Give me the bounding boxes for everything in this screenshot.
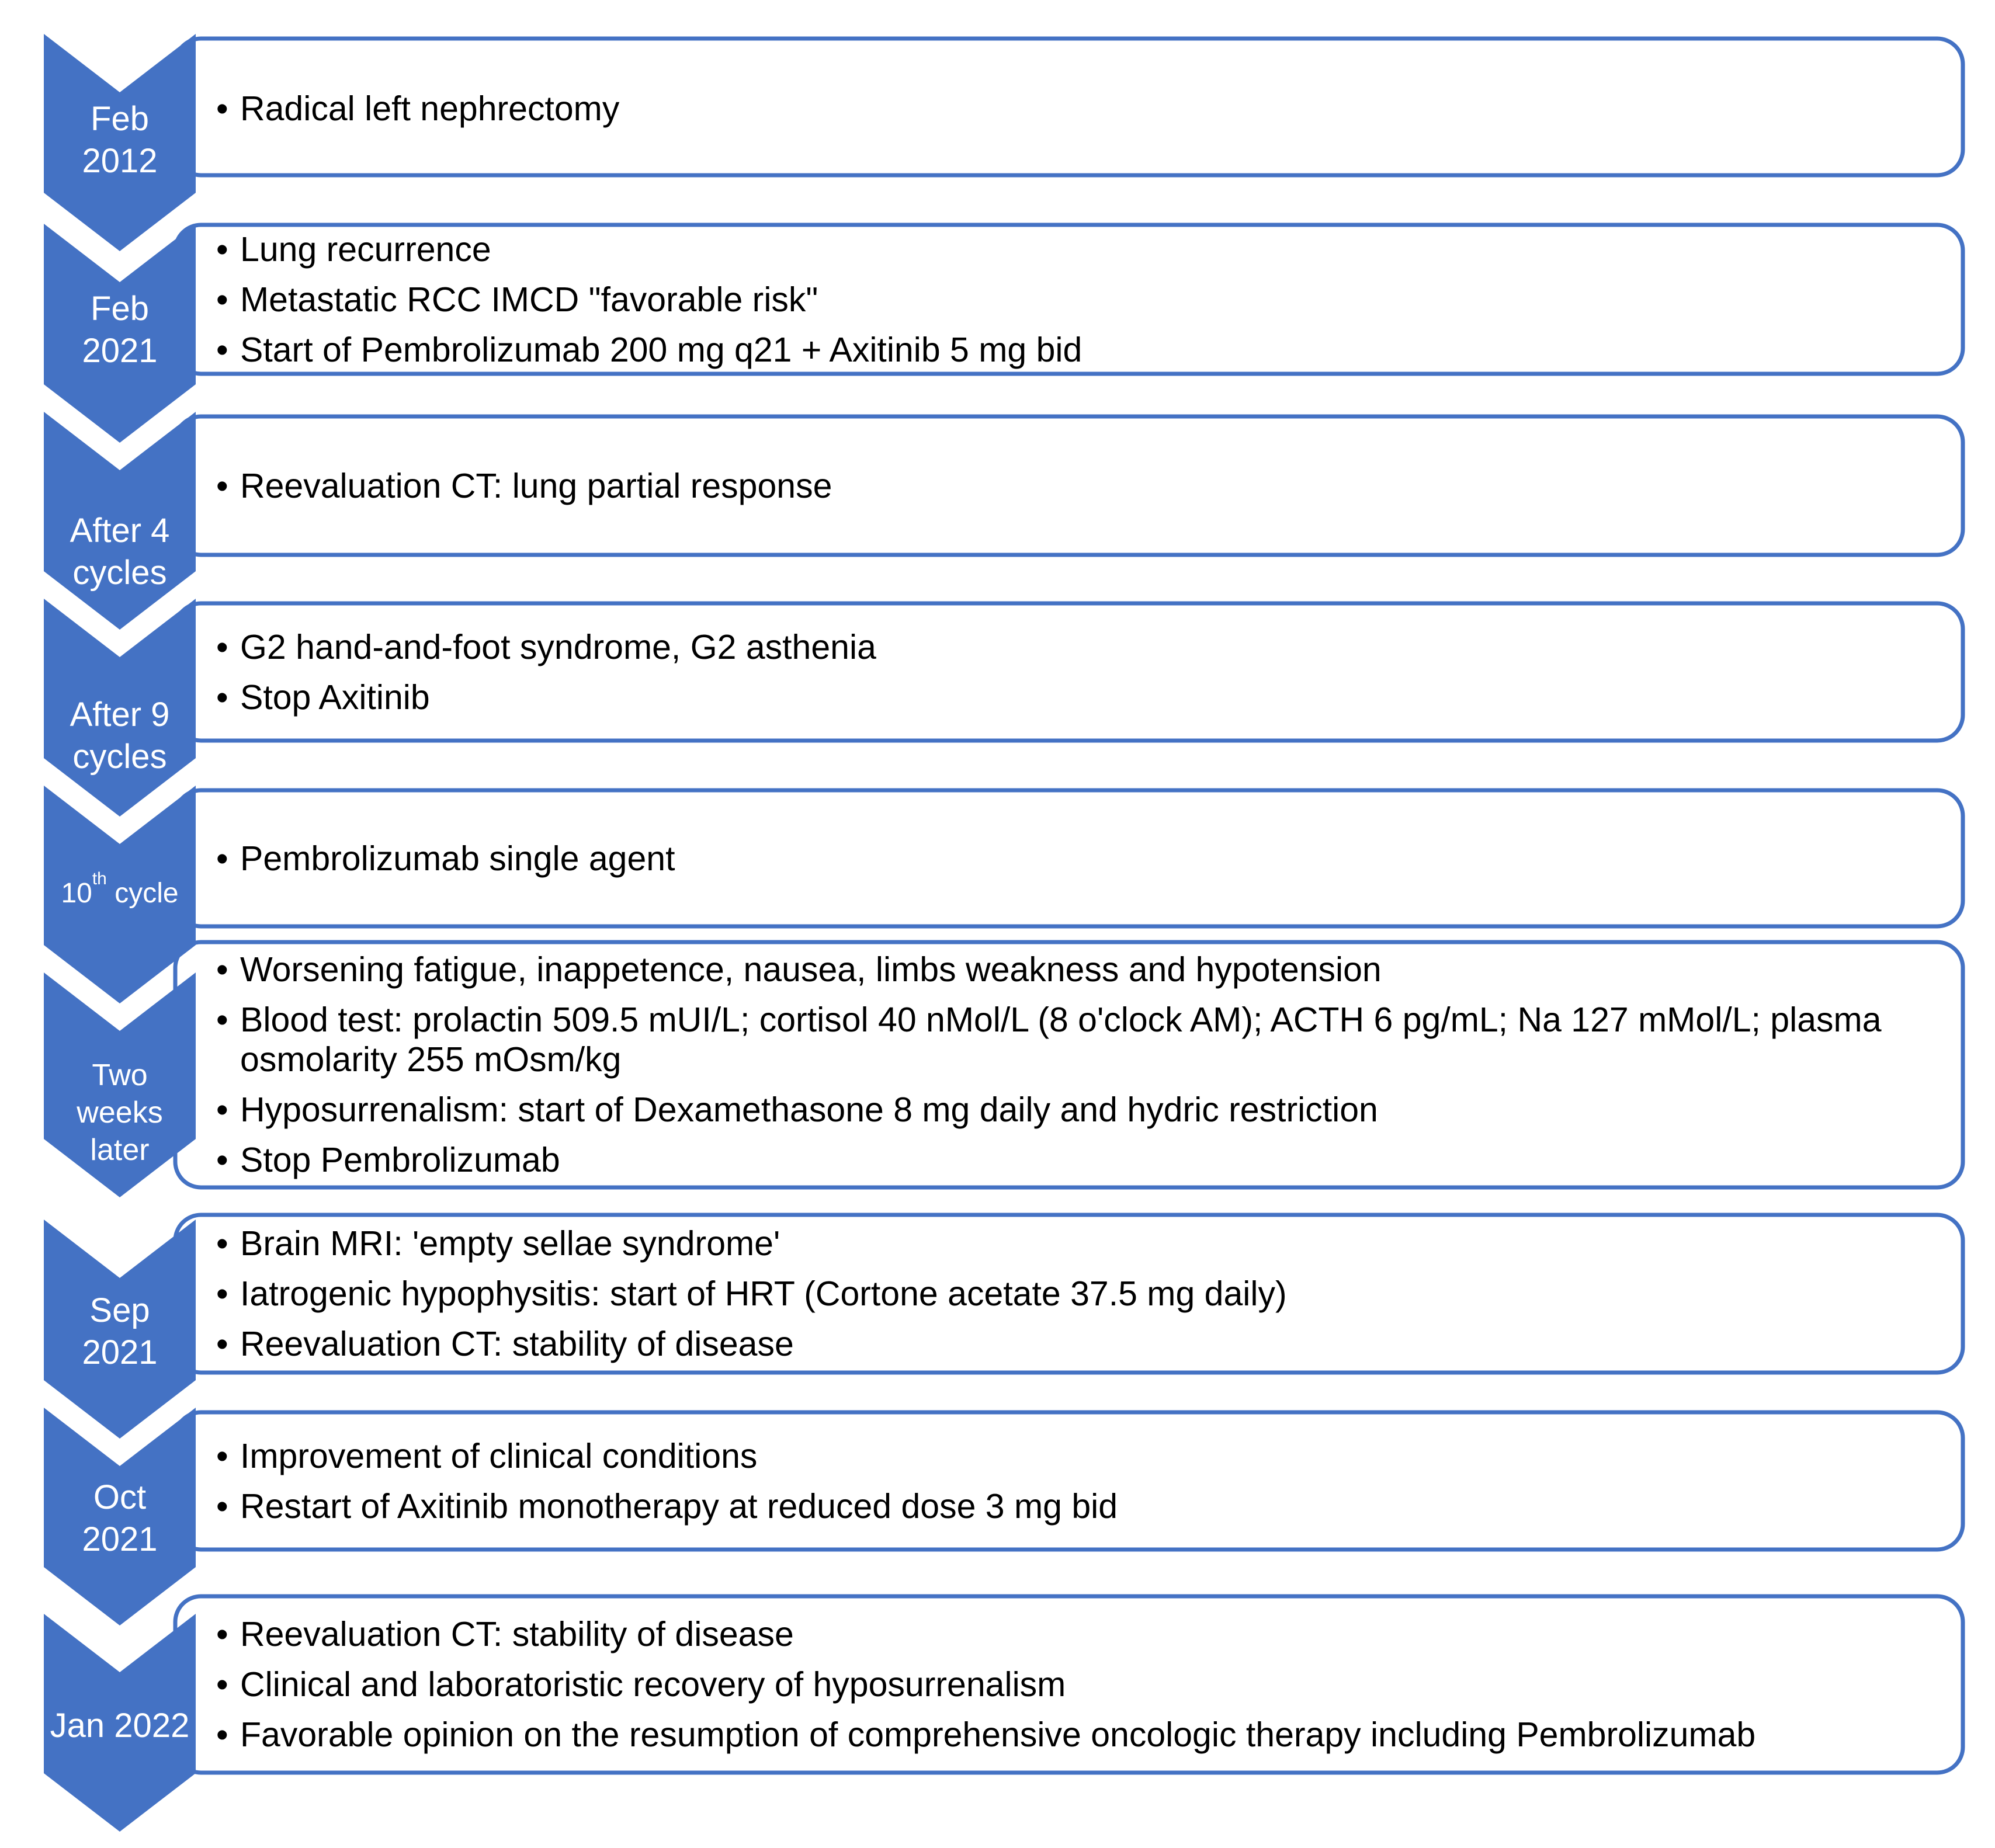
event-details	[216, 1420, 1945, 1541]
event-bullet-item: • Pembrolizumab single agent	[216, 839, 1945, 878]
event-date-text: 2021	[82, 1520, 158, 1558]
event-date-text: Feb	[91, 100, 149, 138]
event-bullet-item: • Radical left nephrectomy	[216, 89, 1945, 128]
event-details	[216, 1223, 1945, 1364]
event-bullet-list	[216, 839, 1945, 878]
event-bullet-item: • Reevaluation CT: stability of disease	[216, 1324, 1945, 1364]
event-details	[216, 230, 1945, 369]
event-date-text: 2021	[82, 1333, 158, 1371]
event-bullet-list	[216, 1224, 1945, 1364]
event-bullet-item: • Iatrogenic hypophysitis: start of HRT (Cortone acetate 37.5 mg daily)	[216, 1274, 1945, 1314]
event-date-label	[41, 1279, 199, 1384]
event-date-label	[41, 1048, 199, 1177]
event-date-text: Oct	[93, 1478, 147, 1516]
event-bullet-item: • Blood test: prolactin 509.5 mUI/L; cortisol 40 nMol/L (8 o'clock AM); ACTH 6 pg/mL; Na 127 mMol/L; plasma osmolarity 255 mOsm/kg	[216, 1000, 1945, 1079]
event-date-text: After 4	[70, 512, 170, 550]
event-bullet-list	[216, 466, 1945, 506]
event-date-label	[41, 689, 199, 783]
event-details	[216, 47, 1945, 167]
event-date-text: Feb	[91, 290, 149, 328]
event-bullet-item: • Restart of Axitinib monotherapy at reduced dose 3 mg bid	[216, 1486, 1945, 1526]
event-details	[216, 425, 1945, 547]
event-date-text: 2021	[82, 332, 158, 370]
event-bullet-item: • Hyposurrenalism: start of Dexamethasone 8 mg daily and hydric restriction	[216, 1090, 1945, 1130]
event-date-label	[41, 277, 199, 383]
event-date-text: cycles	[72, 738, 167, 776]
event-date-label	[41, 1466, 199, 1571]
event-bullet-item: • Stop Pembrolizumab	[216, 1140, 1945, 1180]
event-bullet-item: • Brain MRI: 'empty sellae syndrome'	[216, 1224, 1945, 1263]
event-bullet-item: • Stop Axitinib	[216, 678, 1945, 717]
event-bullet-list	[216, 950, 1945, 1180]
event-date-text: Two	[92, 1058, 148, 1092]
event-date-text: later	[90, 1133, 150, 1167]
event-date-text: cycles	[72, 554, 167, 592]
event-bullet-list	[216, 89, 1945, 128]
event-bullet-item: • Clinical and laboratoristic recovery of hyposurrenalism	[216, 1665, 1945, 1704]
event-date-label	[41, 505, 199, 599]
event-bullet-item: • Improvement of clinical conditions	[216, 1436, 1945, 1476]
event-details	[216, 612, 1945, 732]
event-bullet-item: • Favorable opinion on the resumption of comprehensive oncologic therapy including Pembrolizumab	[216, 1715, 1945, 1755]
event-bullet-list	[216, 1614, 1945, 1755]
event-bullet-item: • Metastatic RCC IMCD "favorable risk"	[216, 280, 1945, 319]
event-date-text: Jan 2022	[50, 1707, 190, 1745]
event-bullet-list	[216, 230, 1945, 370]
event-bullet-list	[216, 627, 1945, 717]
event-details	[216, 798, 1945, 918]
event-date-text: weeks	[77, 1096, 163, 1130]
event-bullet-list	[216, 1436, 1945, 1526]
event-date-label	[41, 870, 199, 917]
event-bullet-item: • Reevaluation CT: lung partial response	[216, 466, 1945, 506]
event-bullet-item: • Worsening fatigue, inappetence, nausea, limbs weakness and hypotension	[216, 950, 1945, 989]
event-details	[216, 950, 1945, 1179]
event-bullet-item: • Lung recurrence	[216, 230, 1945, 269]
event-date-text: After 9	[70, 696, 170, 734]
event-date-text: Sep	[89, 1291, 150, 1329]
event-bullet-item: • G2 hand-and-foot syndrome, G2 asthenia	[216, 627, 1945, 667]
event-date-label	[41, 88, 199, 193]
event-date-text: 10th cycle	[61, 869, 179, 909]
event-bullet-item: • Reevaluation CT: stability of disease	[216, 1614, 1945, 1654]
event-date-label	[41, 1694, 199, 1758]
event-bullet-item: • Start of Pembrolizumab 200 mg q21 + Axitinib 5 mg bid	[216, 330, 1945, 370]
event-details	[216, 1604, 1945, 1764]
event-date-text: 2012	[82, 142, 158, 180]
